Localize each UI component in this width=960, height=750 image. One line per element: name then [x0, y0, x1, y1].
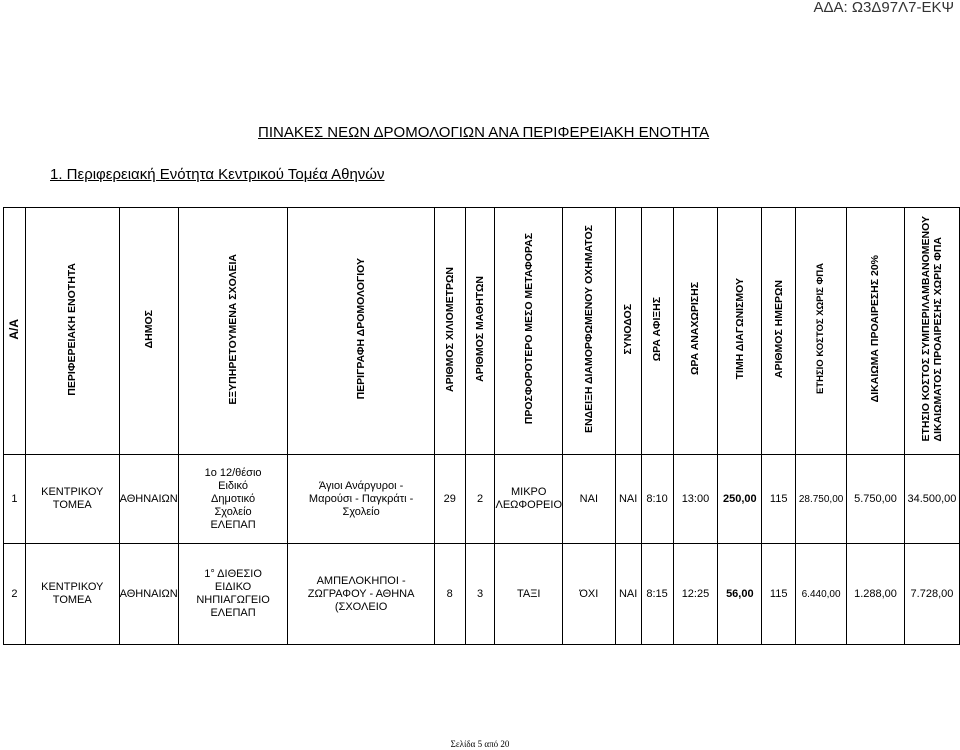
col-schools: ΕΞΥΠΗΡΕΤΟΥΜΕΝΑ ΣΧΟΛΕΙΑ [178, 208, 288, 455]
cell-route: ΑΜΠΕΛΟΚΗΠΟΙ - ΖΩΓΡΑΦΟΥ - ΑΘΗΝΑ (ΣΧΟΛΕΙΟ [288, 544, 434, 645]
col-students: ΑΡΙΘΜΟΣ ΜΑΘΗΤΩΝ [465, 208, 495, 455]
cell-km: 29 [434, 455, 465, 544]
routes-table [3, 207, 960, 645]
cell-price: 56,00 [718, 544, 762, 645]
cell-students: 3 [465, 544, 495, 645]
cell-option: 1.288,00 [847, 544, 905, 645]
col-municipality: ΔΗΜΟΣ [119, 208, 178, 455]
page-footer: Σελίδα 5 από 20 [450, 739, 510, 749]
col-region: ΠΕΡΙΦΕΡΕΙΑΚΗ ΕΝΟΤΗΤΑ [25, 208, 119, 455]
cell-annual-cost: 6.440,00 [796, 544, 847, 645]
cell-days: 115 [762, 455, 796, 544]
table-row [4, 455, 960, 544]
cell-region: ΚΕΝΤΡΙΚΟΥ ΤΟΜΕΑ [25, 455, 119, 544]
col-price: ΤΙΜΗ ΔΙΑΓΩΝΙΣΜΟΥ [718, 208, 762, 455]
col-km: ΑΡΙΘΜΟΣ ΧΙΛΙΟΜΕΤΡΩΝ [434, 208, 465, 455]
table-header-row [4, 208, 960, 455]
table-row [4, 544, 960, 645]
cell-arrival: 8:10 [641, 455, 673, 544]
cell-total: 34.500,00 [904, 455, 959, 544]
ada-stamp: ΑΔΑ: Ω3Δ97Λ7-ΕΚΨ [813, 0, 954, 16]
col-aa: Α/Α [4, 208, 26, 455]
cell-km: 8 [434, 544, 465, 645]
cell-region: ΚΕΝΤΡΙΚΟΥ ΤΟΜΕΑ [25, 544, 119, 645]
col-equipped-vehicle: ΕΝΔΕΙΞΗ ΔΙΑΜΟΡΦΩΜΕΝΟΥ ΟΧΗΜΑΤΟΣ [563, 208, 616, 455]
col-option-right: ΔΙΚΑΙΩΜΑ ΠΡΟΑΙΡΕΣΗΣ 20% [847, 208, 905, 455]
cell-days: 115 [762, 544, 796, 645]
cell-equipped: ΌΧΙ [563, 544, 616, 645]
cell-vehicle: ΤΑΞΙ [495, 544, 563, 645]
section-subtitle: 1. Περιφερειακή Ενότητα Κεντρικού Τομέα Αθηνών [50, 166, 385, 183]
cell-municipality: ΑΘΗΝΑΙΩΝ [119, 544, 178, 645]
cell-departure: 13:00 [673, 455, 718, 544]
col-annual-cost: ΕΤΗΣΙΟ ΚΟΣΤΟΣ ΧΩΡΙΣ ΦΠΑ [796, 208, 847, 455]
cell-schools: 1ο 12/θέσιο Ειδικό Δημοτικό Σχολείο ΕΛΕΠΑΠ [178, 455, 288, 544]
col-route-description: ΠΕΡΙΓΡΑΦΗ ΔΡΟΜΟΛΟΓΙΟΥ [288, 208, 434, 455]
col-days: ΑΡΙΘΜΟΣ ΗΜΕΡΩΝ [762, 208, 796, 455]
col-total-cost: ΕΤΗΣΙΟ ΚΟΣΤΟΣ ΣΥΜΠΕΡΙΛΑΜΒΑΝΟΜΕΝΟΥΔΙΚΑΙΩΜΑΤΟΣ ΠΡΟΑΙΡΕΣΗΣ ΧΩΡΙΣ ΦΠΑ [904, 208, 959, 455]
cell-equipped: ΝΑΙ [563, 455, 616, 544]
cell-arrival: 8:15 [641, 544, 673, 645]
cell-escort: ΝΑΙ [615, 455, 641, 544]
cell-route: Άγιοι Ανάργυροι - Μαρούσι - Παγκράτι - Σχολείο [288, 455, 434, 544]
cell-vehicle: ΜΙΚΡΟ ΛΕΩΦΟΡΕΙΟ [495, 455, 563, 544]
cell-aa: 2 [4, 544, 26, 645]
cell-escort: ΝΑΙ [615, 544, 641, 645]
col-arrival: ΩΡΑ ΑΦΙΞΗΣ [641, 208, 673, 455]
cell-total: 7.728,00 [904, 544, 959, 645]
col-escort: ΣΥΝΟΔΟΣ [615, 208, 641, 455]
cell-price: 250,00 [718, 455, 762, 544]
cell-students: 2 [465, 455, 495, 544]
col-departure: ΩΡΑ ΑΝΑΧΩΡΙΣΗΣ [673, 208, 718, 455]
cell-departure: 12:25 [673, 544, 718, 645]
cell-option: 5.750,00 [847, 455, 905, 544]
cell-schools: 1° ΔΙΘΕΣΙΟ ΕΙΔΙΚΟ ΝΗΠΙΑΓΩΓΕΙΟ ΕΛΕΠΑΠ [178, 544, 288, 645]
col-transport-means: ΠΡΟΣΦΟΡΟΤΕΡΟ ΜΕΣΟ ΜΕΤΑΦΟΡΑΣ [495, 208, 563, 455]
page-title: ΠΙΝΑΚΕΣ ΝΕΩΝ ΔΡΟΜΟΛΟΓΙΩΝ ΑΝΑ ΠΕΡΙΦΕΡΕΙΑΚΗ ΕΝΟΤΗΤΑ [258, 124, 710, 141]
cell-aa: 1 [4, 455, 26, 544]
cell-municipality: ΑΘΗΝΑΙΩΝ [119, 455, 178, 544]
cell-annual-cost: 28.750,00 [796, 455, 847, 544]
